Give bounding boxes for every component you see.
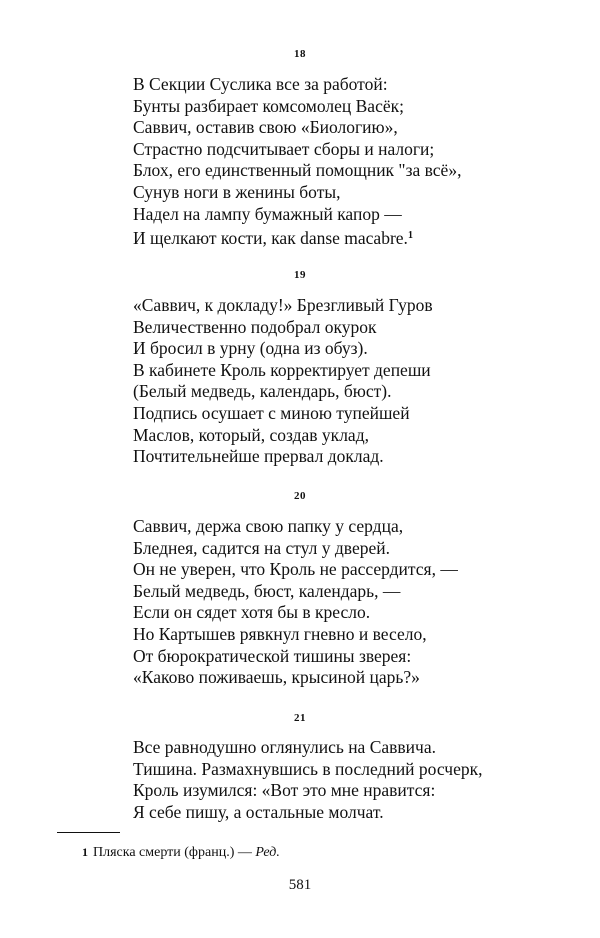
verse-line: Все равнодушно оглянулись на Саввича.	[133, 737, 436, 757]
footnote-text: Пляска смерти (франц.) —	[93, 845, 252, 860]
page-number: 581	[288, 877, 312, 893]
verse-line: Если он сядет хотя бы в кресло.	[133, 602, 371, 623]
verse-line-text: И щелкают кости, как danse macabre.	[133, 228, 408, 249]
footnote-reference: 1	[407, 230, 413, 242]
verse-line: (Белый медведь, календарь, бюст).	[133, 381, 392, 402]
verse-line: Кроль изумился: «Вот это мне нравится:	[133, 780, 436, 801]
verse-line: Белый медведь, бюст, календарь, —	[133, 580, 401, 601]
verse-line	[133, 225, 573, 247]
verse-line: Надел на лампу бумажный капор —	[133, 203, 402, 224]
verse-line: В кабинете Кроль корректирует депеши	[133, 359, 431, 380]
verse-line: Бледнея, садится на стул у дверей.	[133, 537, 390, 558]
verse-line: Подпись осушает с миною тупейшей	[133, 402, 410, 423]
verse-line: В Секции Суслика все за работой:	[133, 74, 388, 94]
stanza	[133, 74, 573, 247]
verse-line: Сунув ноги в женины боты,	[133, 181, 341, 202]
section-number: 18	[294, 48, 306, 60]
stanza	[133, 737, 573, 823]
stanza	[133, 516, 573, 689]
verse-line: Саввич, оставив свою «Биологию»,	[133, 117, 398, 138]
verse-line: Саввич, держа свою папку у сердца,	[133, 516, 404, 536]
verse-line: Он не уверен, что Кроль не рассердится, —	[133, 559, 458, 580]
verse-line: Я себе пишу, а остальные молчат.	[133, 801, 384, 822]
verse-line: Маслов, который, создав уклад,	[133, 424, 369, 445]
footnote	[82, 845, 280, 861]
verse-line: «Саввич, к докладу!» Брезгливый Гуров	[133, 295, 433, 315]
verse-line: И бросил в урну (одна из обуз).	[133, 338, 368, 359]
verse-line: «Каково поживаешь, крысиной царь?»	[133, 667, 420, 688]
section-number: 19	[294, 269, 306, 281]
verse-line: Бунты разбирает комсомолец Васёк;	[133, 95, 404, 116]
verse-line: Страстно подсчитывает сборы и налоги;	[133, 138, 435, 159]
verse-line: Тишина. Размахнувшись в последний росчерк,	[133, 758, 483, 779]
verse-line: Величественно подобрал окурок	[133, 316, 377, 337]
stanza	[133, 295, 573, 468]
verse-line: Блох, его единственный помощник "за всё»,	[133, 160, 462, 181]
verse-line: От бюрократической тишины зверея:	[133, 645, 412, 666]
verse-line: Почтительнейше прервал доклад.	[133, 446, 384, 467]
section-number: 21	[294, 712, 306, 724]
section-number: 20	[294, 490, 306, 502]
verse-line: Но Картышев рявкнул гневно и весело,	[133, 623, 427, 644]
footnote-editor: Ред.	[255, 845, 280, 860]
footnote-mark: 1	[82, 845, 88, 859]
footnote-divider	[57, 832, 120, 833]
